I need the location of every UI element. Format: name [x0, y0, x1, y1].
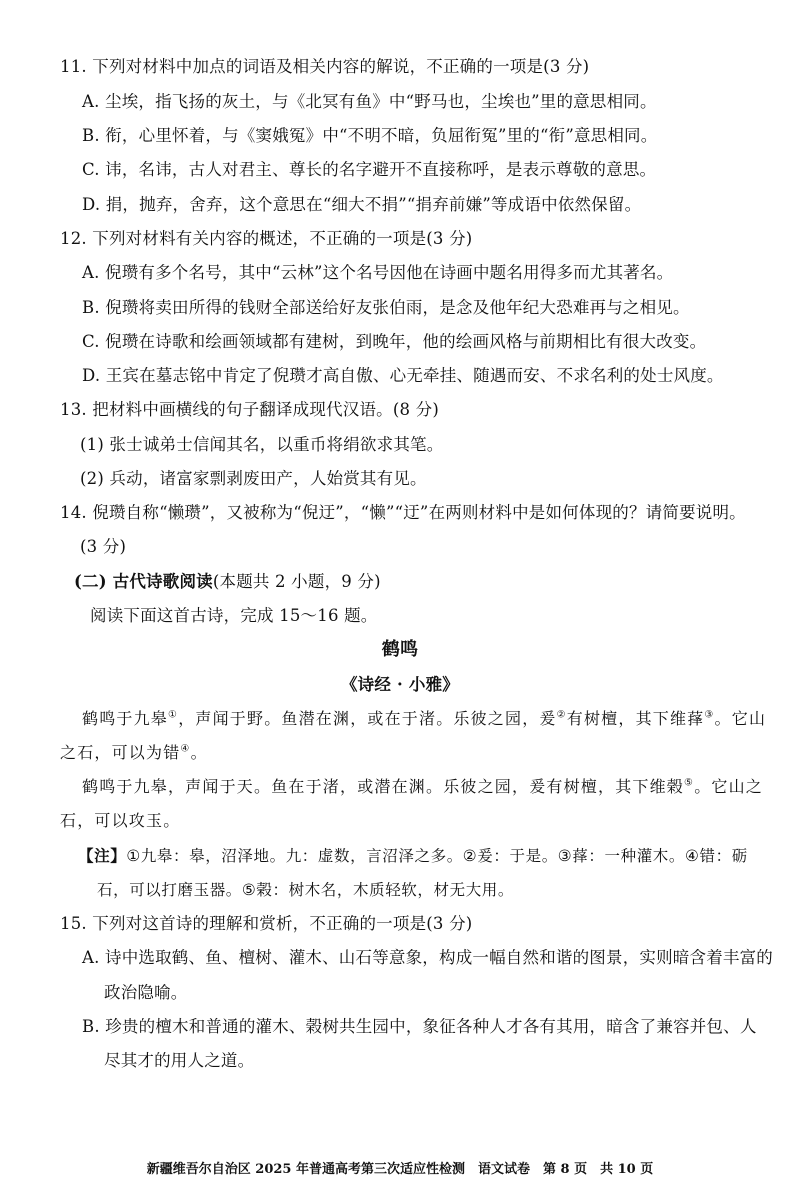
q15-option-a-line-2: 政治隐喻。 — [104, 983, 188, 1002]
notes-text: ①九皋：皋，沼泽地。九：虚数，言沼泽之多。②爰：于是。③萚：一种灌木。④错：砺 — [126, 847, 748, 865]
section-instruction: 阅读下面这首古诗，完成 15～16 题。 — [90, 606, 378, 625]
poem-text: 。它山之 — [694, 777, 763, 796]
q12-option-d: D. 王宾在墓志铭中肯定了倪瓒才高自傲、心无牵挂、随遇而安、不求名利的处士风度。 — [82, 366, 724, 385]
poem-title: 鹤鸣 — [381, 639, 419, 660]
q11-option-a: A. 尘埃，指飞扬的灰土，与《北冥有鱼》中“野马也，尘埃也”里的意思相同。 — [82, 92, 657, 111]
q15-option-a-line-1: A. 诗中选取鹤、鱼、檀树、灌木、山石等意象，构成一幅自然和谐的图景，实则暗含着丰富的 — [82, 948, 774, 967]
poem-source: 《诗经 · 小雅》 — [340, 675, 460, 694]
poem-text: 。它山 — [714, 709, 767, 728]
note-marker: ② — [556, 709, 567, 721]
q12-option-a: A. 倪瓒有多个名号，其中“云林”这个名号因他在诗画中题名用得多而尤其著名。 — [82, 263, 674, 282]
poem-text: 。 — [190, 743, 208, 762]
poem-text: 鹤鸣于九皋，声闻于天。鱼在于渚，或潜在渊。乐彼之园，爰有树檀，其下维榖 — [82, 777, 685, 796]
poem-stanza-2-line-1 — [82, 776, 763, 798]
q12-stem: 12. 下列对材料有关内容的概述，不正确的一项是(3 分) — [60, 229, 473, 248]
note-marker: ④ — [180, 743, 191, 755]
poem-stanza-2-line-2: 石，可以攻玉。 — [60, 811, 181, 830]
section-heading-note: (本题共 2 小题，9 分) — [212, 572, 381, 591]
q12-option-c: C. 倪瓒在诗歌和绘画领域都有建树，到晚年，他的绘画风格与前期相比有很大改变。 — [82, 332, 707, 351]
section-heading — [74, 571, 381, 593]
poem-stanza-1-line-2 — [60, 742, 208, 764]
poem-text: ，声闻于野。鱼潜在渊，或在于渚。乐彼之园，爰 — [178, 709, 557, 728]
note-marker: ① — [168, 709, 179, 721]
q11-stem: 11. 下列对材料中加点的词语及相关内容的解说，不正确的一项是(3 分) — [60, 57, 590, 76]
poem-text: 有树檀，其下维萚 — [566, 709, 705, 728]
poem-text: 鹤鸣于九皋 — [82, 709, 169, 728]
notes-label: 【注】 — [78, 847, 127, 865]
q13-sentence-2: (2) 兵动，诸富家剽剥废田产，人始赏其有见。 — [80, 469, 427, 488]
q11-option-d: D. 捐，抛弃，舍弃，这个意思在“细大不捐”“捐弃前嫌”等成语中依然保留。 — [82, 195, 642, 214]
page-footer: 新疆维吾尔自治区 2025 年普通高考第三次适应性检测 语文试卷 第 8 页 共 10 页 — [146, 1162, 654, 1177]
q14-score: (3 分) — [80, 537, 127, 556]
q14-stem: 14. 倪瓒自称“懒瓒”，又被称为“倪迂”，“懒”“迂”在两则材料中是如何体现的？请简要说明。 — [60, 503, 746, 522]
q15-stem: 15. 下列对这首诗的理解和赏析，不正确的一项是(3 分) — [60, 914, 473, 933]
notes-line-1 — [78, 845, 748, 867]
note-marker: ③ — [704, 709, 715, 721]
q11-option-b: B. 衔，心里怀着，与《窦娥冤》中“不明不暗，负屈衔冤”里的“衔”意思相同。 — [82, 126, 658, 145]
q15-option-b-line-1: B. 珍贵的檀木和普通的灌木、榖树共生园中，象征各种人才各有其用，暗含了兼容并包、人 — [82, 1017, 757, 1036]
q15-option-b-line-2: 尽其才的用人之道。 — [104, 1051, 255, 1070]
q11-option-c: C. 讳，名讳，古人对君主、尊长的名字避开不直接称呼，是表示尊敬的意思。 — [82, 160, 657, 179]
note-marker: ⑤ — [684, 777, 695, 789]
q13-stem: 13. 把材料中画横线的句子翻译成现代汉语。(8 分) — [60, 400, 440, 419]
poem-stanza-1-line-1 — [82, 708, 766, 730]
q12-option-b: B. 倪瓒将卖田所得的钱财全部送给好友张伯雨，是念及他年纪大恐难再与之相见。 — [82, 298, 690, 317]
poem-text: 之石，可以为错 — [60, 743, 181, 762]
q13-sentence-1: (1) 张士诚弟士信闻其名，以重币将绢欲求其笔。 — [80, 435, 444, 454]
notes-line-2: 石，可以打磨玉器。⑤榖：树木名，木质轻软，材无大用。 — [97, 881, 514, 899]
section-heading-title: (二) 古代诗歌阅读 — [74, 572, 213, 591]
